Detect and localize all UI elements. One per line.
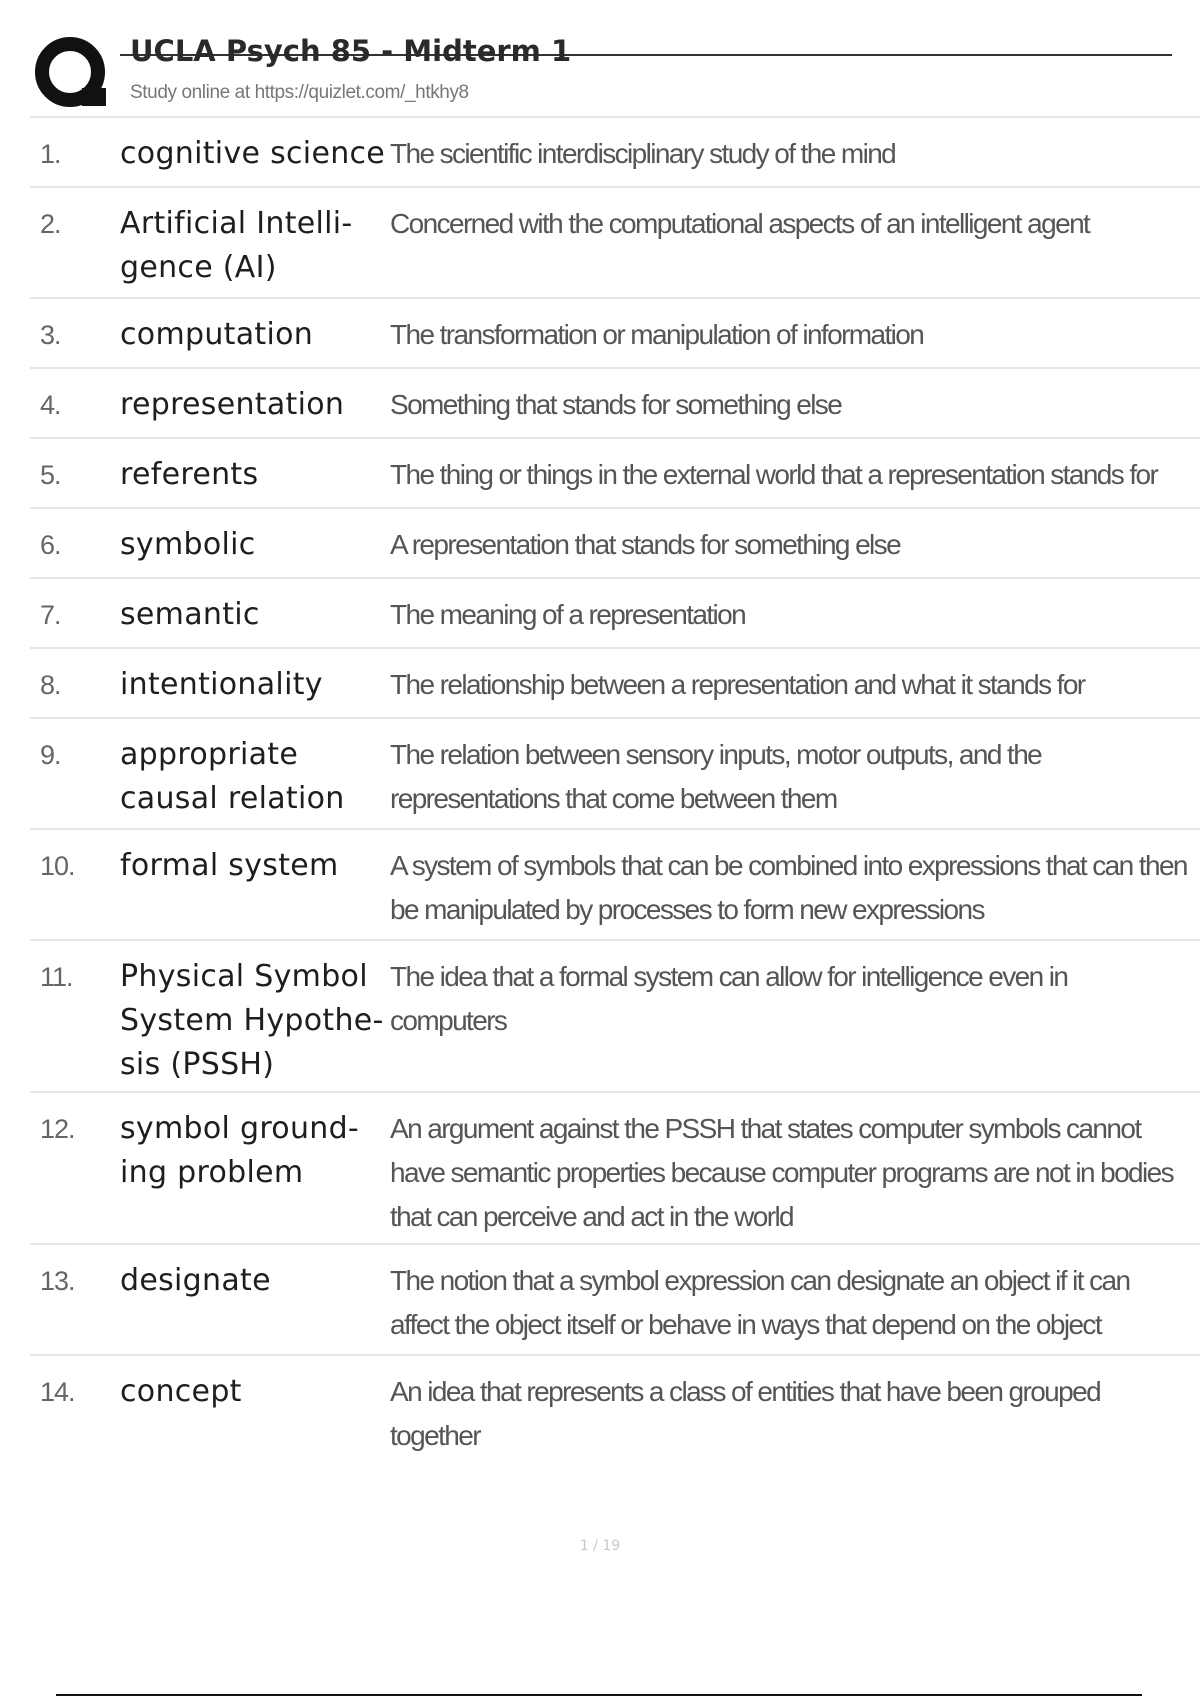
- term-definition: The transformation or manipulation of information: [390, 319, 924, 350]
- footer-rule: [56, 1694, 1142, 1696]
- term-number: 14.: [40, 1377, 75, 1407]
- term-definition: The scientific interdisciplinary study of the mind: [390, 138, 896, 169]
- term-definition: A system of symbols that can be combined into expressions that can then be manipulated by processes to form new expressions: [390, 850, 1187, 925]
- term-number: 4.: [40, 390, 61, 420]
- term-definition: The thing or things in the external world that a representation stands for: [390, 459, 1158, 490]
- term-number: 10.: [40, 851, 75, 881]
- term-text: appropriate causal relation: [120, 737, 345, 816]
- term-definition: A representation that stands for something else: [390, 529, 901, 560]
- term-text: referents: [120, 457, 259, 492]
- term-definition: The notion that a symbol expression can designate an object if it can affect the object itself or behave in ways that depend on the object: [390, 1265, 1130, 1340]
- term-number: 3.: [40, 320, 61, 350]
- term-number: 7.: [40, 600, 61, 630]
- term-row: [30, 579, 1200, 649]
- term-list: [30, 116, 1200, 1451]
- term-text: cognitive science: [120, 136, 386, 171]
- term-text: representation: [120, 387, 345, 422]
- term-row: [30, 941, 1200, 1093]
- term-text: Physical Symbol System Hypothe- sis (PSSH): [120, 959, 384, 1082]
- term-row: [30, 369, 1200, 439]
- term-definition: The meaning of a representation: [390, 599, 746, 630]
- term-row: [30, 719, 1200, 830]
- term-number: 8.: [40, 670, 61, 700]
- term-row: [30, 1245, 1200, 1356]
- study-online-link-text: Study online at https://quizlet.com/_htkhy8: [130, 82, 469, 103]
- page-number: 1 / 19: [579, 1538, 621, 1554]
- term-definition: The relationship between a representation and what it stands for: [390, 669, 1085, 700]
- term-definition: An argument against the PSSH that states computer symbols cannot have semantic properties because computer programs are not in bodies that can perceive and act in the world: [390, 1113, 1174, 1232]
- term-row: [30, 830, 1200, 941]
- term-text: computation: [120, 317, 314, 352]
- term-definition: The relation between sensory inputs, motor outputs, and the representations that come between them: [390, 739, 1042, 814]
- term-row: [30, 649, 1200, 719]
- term-row: [30, 439, 1200, 509]
- term-number: 1.: [40, 139, 61, 169]
- term-row: [30, 299, 1200, 369]
- term-number: 2.: [40, 209, 61, 239]
- term-definition: An idea that represents a class of entities that have been grouped together: [390, 1376, 1101, 1451]
- term-row: [30, 188, 1200, 299]
- term-number: 5.: [40, 460, 61, 490]
- term-text: formal system: [120, 848, 339, 883]
- term-row: [30, 1093, 1200, 1245]
- term-definition: The idea that a formal system can allow for intelligence even in computers: [390, 961, 1068, 1036]
- term-row: [30, 509, 1200, 579]
- term-row: [30, 118, 1200, 188]
- term-text: concept: [120, 1374, 242, 1409]
- term-text: symbolic: [120, 527, 256, 562]
- term-number: 9.: [40, 740, 61, 770]
- term-text: symbol ground- ing problem: [120, 1111, 360, 1190]
- term-text: designate: [120, 1263, 271, 1298]
- term-row: [30, 1356, 1200, 1451]
- term-text: Artificial Intelli- gence (AI): [120, 206, 353, 285]
- term-number: 12.: [40, 1114, 75, 1144]
- document-title: UCLA Psych 85 - Midterm 1: [130, 34, 572, 68]
- term-definition: Something that stands for something else: [390, 389, 842, 420]
- term-text: semantic: [120, 597, 260, 632]
- term-definition: Concerned with the computational aspects of an intelligent agent: [390, 208, 1090, 239]
- quizlet-q-logo-icon: [32, 34, 112, 114]
- term-number: 13.: [40, 1266, 75, 1296]
- term-text: intentionality: [120, 667, 323, 702]
- term-number: 6.: [40, 530, 61, 560]
- document-header: [30, 30, 1150, 120]
- term-number: 11.: [40, 962, 73, 992]
